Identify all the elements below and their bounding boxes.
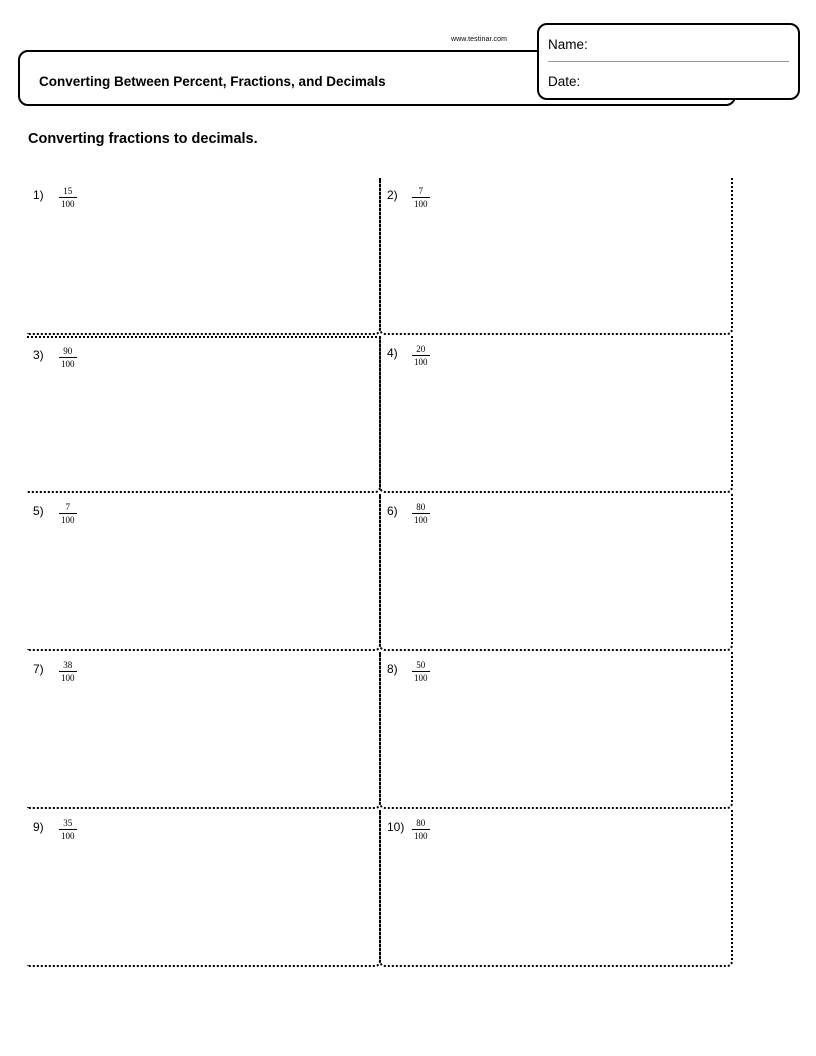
worksheet-title: Converting Between Percent, Fractions, and Decimals <box>39 74 386 89</box>
problem-number: 9) <box>33 820 44 834</box>
problem-cell <box>27 810 381 967</box>
fraction <box>412 344 430 367</box>
fraction-bar <box>412 513 430 514</box>
problem-cell <box>379 652 733 809</box>
fraction-bar <box>59 357 77 358</box>
problem-number: 3) <box>33 348 44 362</box>
problem-cell <box>27 336 381 493</box>
fraction-bar <box>412 355 430 356</box>
problem-number: 1) <box>33 188 44 202</box>
fraction <box>59 186 77 209</box>
website-url: www.testinar.com <box>451 36 508 43</box>
date-label: Date: <box>548 74 581 89</box>
numerator: 20 <box>416 344 426 354</box>
denominator: 100 <box>414 515 428 525</box>
name-label: Name: <box>548 37 588 52</box>
denominator: 100 <box>61 359 75 369</box>
fraction <box>59 818 77 841</box>
problem-number: 10) <box>387 820 405 834</box>
numerator: 80 <box>416 502 426 512</box>
problem-cell <box>27 652 381 809</box>
denominator: 100 <box>61 831 75 841</box>
fraction-bar <box>59 513 77 514</box>
problem-cell <box>27 494 381 651</box>
fraction-bar <box>412 671 430 672</box>
fraction-bar <box>59 829 77 830</box>
numerator: 7 <box>418 186 423 196</box>
problem-cell <box>379 810 733 967</box>
denominator: 100 <box>414 831 428 841</box>
name-divider <box>548 61 789 62</box>
numerator: 90 <box>63 346 73 356</box>
numerator: 35 <box>63 818 73 828</box>
problem-number: 6) <box>387 504 398 518</box>
denominator: 100 <box>414 673 428 683</box>
numerator: 7 <box>65 502 70 512</box>
fraction-bar <box>59 671 77 672</box>
problem-number: 5) <box>33 504 44 518</box>
denominator: 100 <box>61 515 75 525</box>
denominator: 100 <box>61 673 75 683</box>
denominator: 100 <box>414 199 428 209</box>
fraction <box>412 660 430 683</box>
fraction <box>412 502 430 525</box>
problem-cell <box>379 494 733 651</box>
fraction <box>59 660 77 683</box>
problem-number: 4) <box>387 346 398 360</box>
numerator: 50 <box>416 660 426 670</box>
fraction <box>412 186 430 209</box>
denominator: 100 <box>61 199 75 209</box>
fraction-bar <box>59 197 77 198</box>
name-date-box <box>537 23 800 100</box>
fraction-bar <box>412 829 430 830</box>
problem-cell <box>379 336 733 493</box>
fraction <box>59 502 77 525</box>
numerator: 15 <box>63 186 73 196</box>
fraction <box>412 818 430 841</box>
problem-cell <box>27 178 381 335</box>
fraction-bar <box>412 197 430 198</box>
numerator: 80 <box>416 818 426 828</box>
problem-number: 8) <box>387 662 398 676</box>
numerator: 38 <box>63 660 73 670</box>
fraction <box>59 346 77 369</box>
problem-number: 7) <box>33 662 44 676</box>
problem-cell <box>379 178 733 335</box>
problem-number: 2) <box>387 188 398 202</box>
denominator: 100 <box>414 357 428 367</box>
section-heading: Converting fractions to decimals. <box>28 131 258 147</box>
